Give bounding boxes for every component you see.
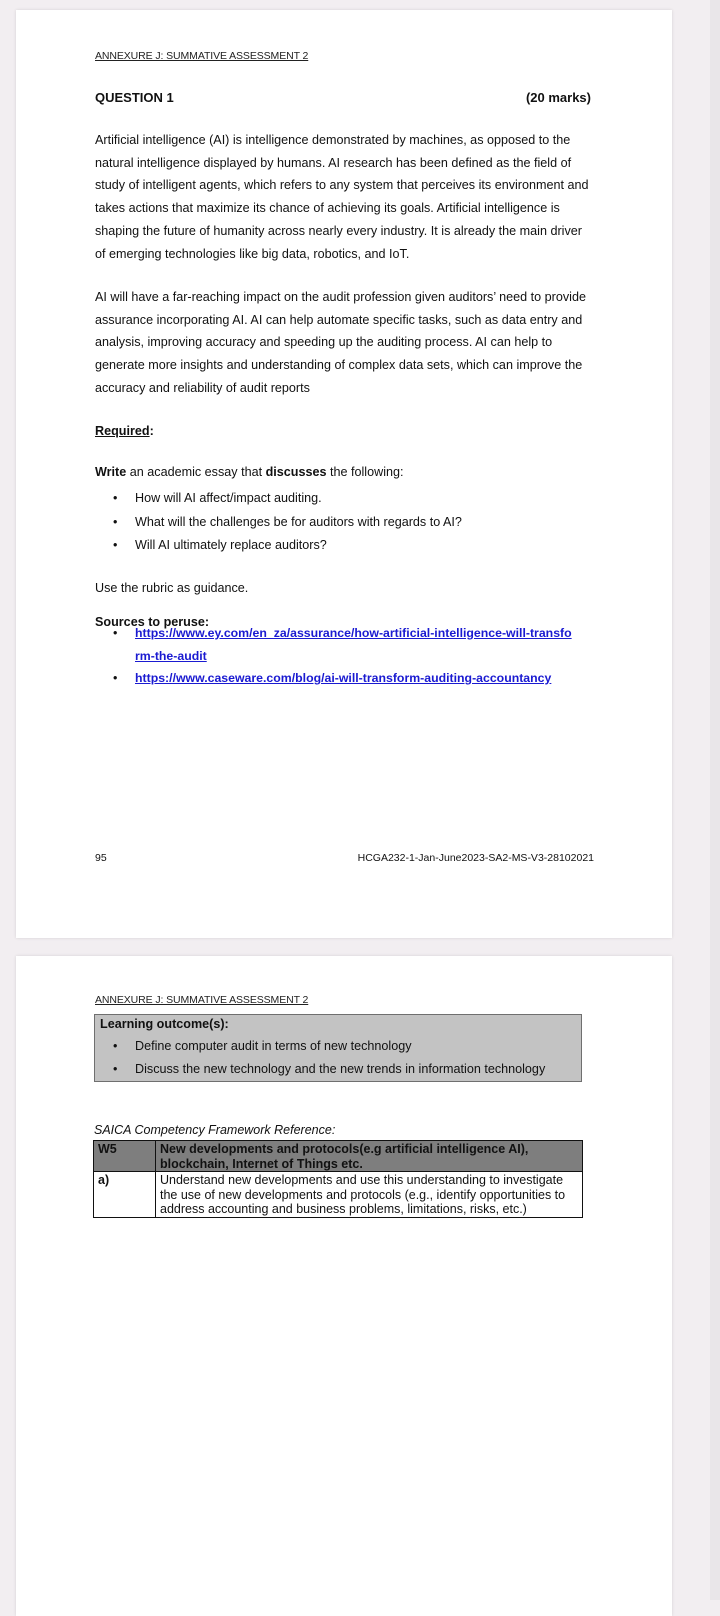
source-link-caseware[interactable]: https://www.caseware.com/blog/ai-will-transform-auditing-accountancy [135, 671, 552, 685]
page-number: 95 [95, 852, 107, 864]
page-header: ANNEXURE J: SUMMATIVE ASSESSMENT 2 [95, 994, 309, 1006]
essay-questions-list [95, 487, 462, 558]
instruction-mid: an academic essay that [129, 465, 263, 479]
table-row [94, 1172, 583, 1218]
document-page-1 [16, 10, 672, 938]
sources-list [95, 622, 575, 690]
instruction-line [95, 465, 404, 479]
sources-heading: Sources to peruse: [95, 615, 210, 629]
page-header: ANNEXURE J: SUMMATIVE ASSESSMENT 2 [95, 50, 309, 62]
table-cell-heading: New developments and protocols(e.g artificial intelligence AI), blockchain, Internet of Things etc. [156, 1141, 583, 1172]
required-label: Required [95, 424, 150, 438]
list-item: • Define computer audit in terms of new technology [95, 1035, 545, 1058]
document-code: HCGA232-1-Jan-June2023-SA2-MS-V3-28102021 [357, 852, 594, 864]
source-link-ey[interactable]: https://www.ey.com/en_za/assurance/how-artificial-intelligence-will-transform-the-audit [135, 626, 572, 663]
scrollbar[interactable] [710, 0, 720, 1600]
intro-paragraph-2: AI will have a far-reaching impact on the audit profession given auditors’ need to provide assurance incorporating AI. AI can help automate specific tasks, such as data entry and analysis, improving accuracy and speeding up the auditing process. AI can help to generate more insights and understanding of complex data sets, which can improve the accuracy and reliability of audit reports [95, 290, 586, 395]
instruction-end: the following: [330, 465, 404, 479]
question-heading [95, 90, 591, 105]
list-item: • Discuss the new technology and the new trends in information technology [95, 1058, 545, 1081]
list-item: • What will the challenges be for auditors with regards to AI? [95, 511, 462, 535]
intro-paragraph-1: Artificial intelligence (AI) is intelligence demonstrated by machines, as opposed to the natural intelligence displayed by humans. AI research has been defined as the field of study of intelligent agents, which refers to any system that perceives its environment and takes actions that maximize its chance of achieving its goals. Artificial intelligence is shaping the future of humanity across nearly every industry. It is already the main driver of emerging technologies like big data, robotics, and IoT. [95, 133, 589, 261]
table-cell-code: W5 [94, 1141, 156, 1172]
saica-reference-label: SAICA Competency Framework Reference: [94, 1123, 336, 1137]
discusses-word: discusses [265, 465, 327, 479]
table-header-row [94, 1141, 583, 1172]
question-marks: (20 marks) [525, 90, 591, 105]
rubric-note: Use the rubric as guidance. [95, 581, 249, 595]
write-word: Write [95, 465, 127, 479]
learning-outcomes-title: Learning outcome(s): [100, 1017, 229, 1031]
list-item: • Will AI ultimately replace auditors? [95, 534, 462, 558]
required-heading [95, 424, 154, 438]
table-cell-code: a) [94, 1172, 156, 1218]
learning-outcomes-box [94, 1014, 582, 1082]
source-link-item [95, 622, 575, 667]
learning-outcomes-list [95, 1035, 545, 1080]
document-page-2 [16, 956, 672, 1616]
question-title: QUESTION 1 [95, 90, 174, 105]
list-item: • How will AI affect/impact auditing. [95, 487, 462, 511]
source-link-item [95, 667, 575, 690]
required-colon: : [149, 424, 154, 438]
competency-table [93, 1140, 583, 1218]
table-cell-text: Understand new developments and use this understanding to investigate the use of new developments and protocols (e.g., identify opportunities to address accounting and business problems, limitations, risks, etc.) [156, 1172, 583, 1218]
